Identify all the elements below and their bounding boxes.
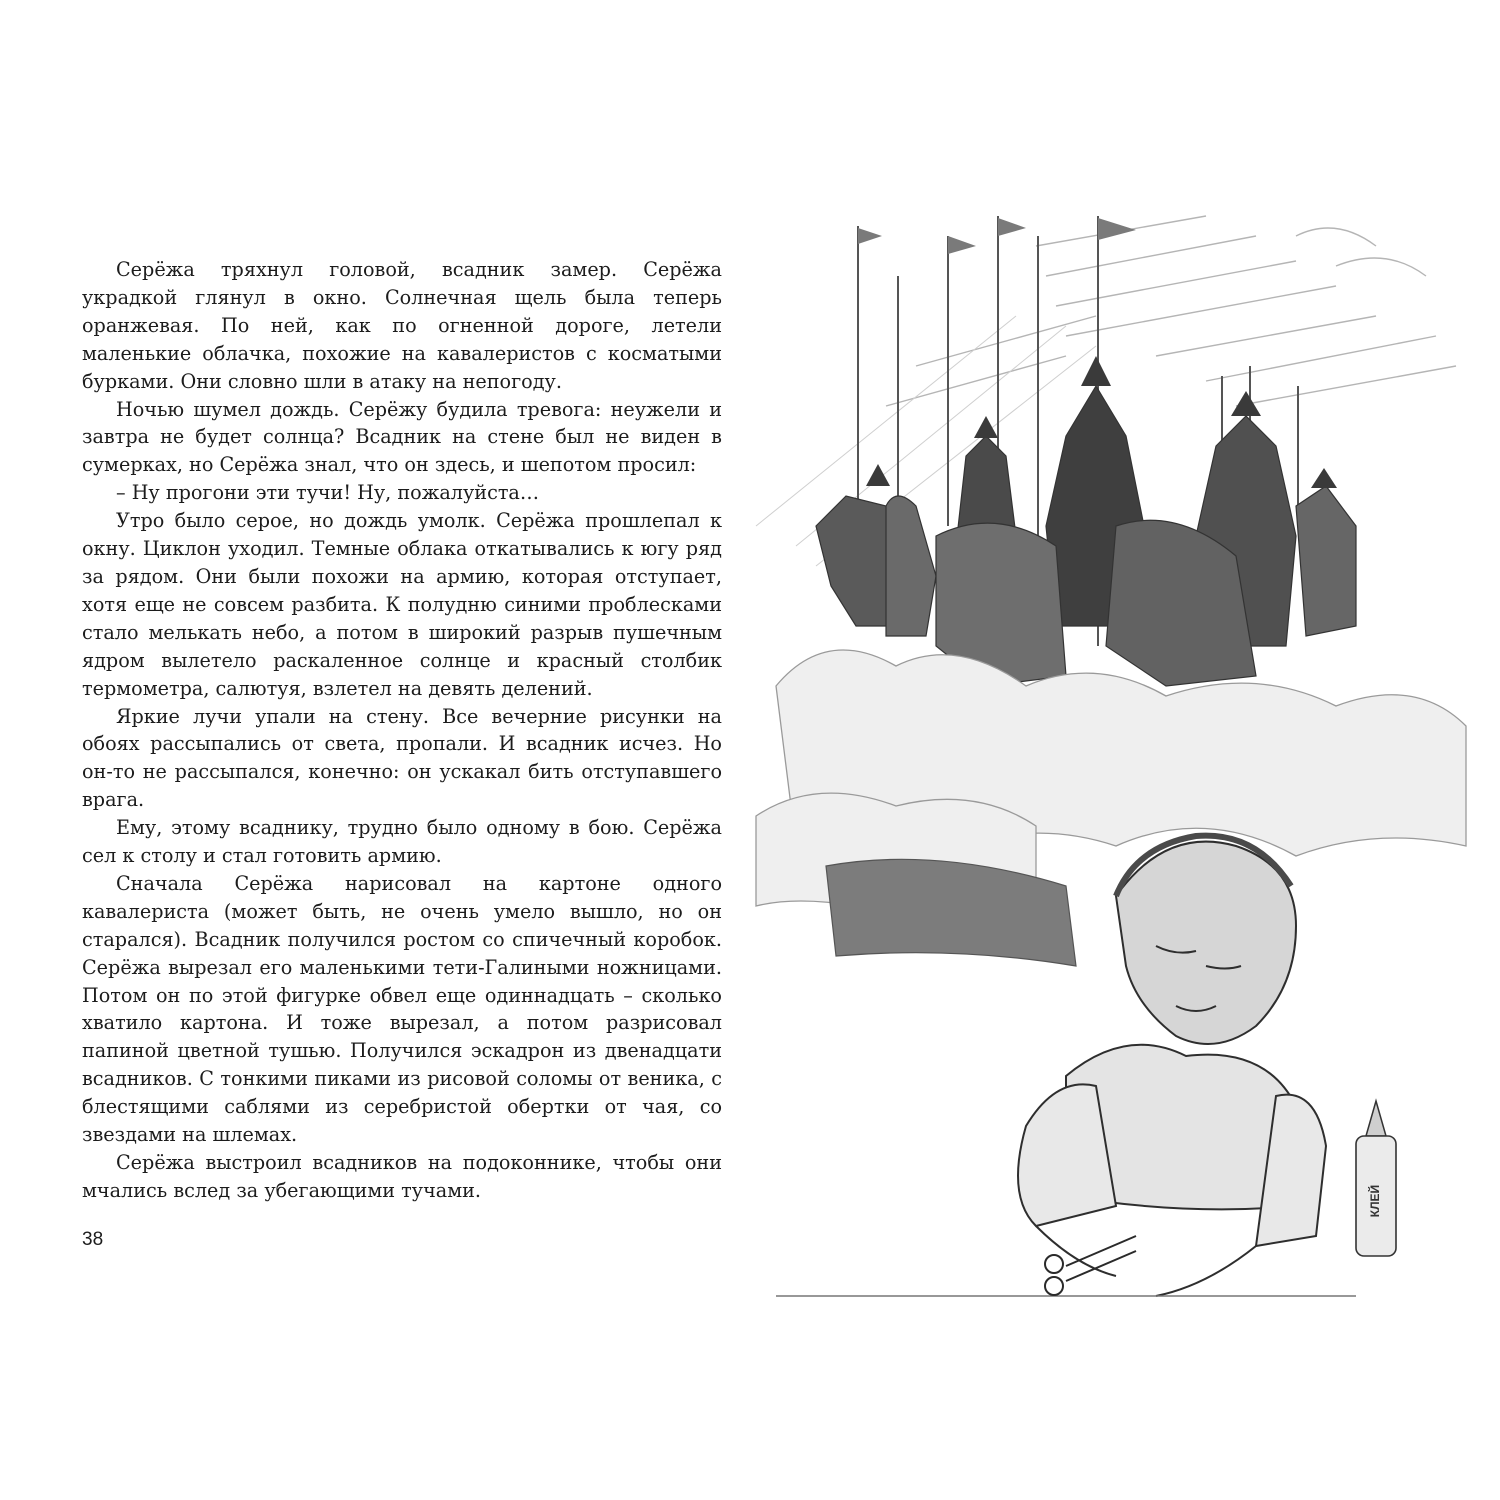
page-text-column [82, 256, 722, 1205]
paragraph: Серёжа тряхнул головой, всадник замер. Серёжа украдкой глянул в окно. Солнечная щель была теперь оранжевая. По ней, как по огненной дороге, летели маленькие облачка, похожие на кавалеристов с косматыми бурками. Они словно шли в атаку на непогоду. [82, 258, 722, 393]
pencil-illustration [736, 206, 1500, 1316]
paragraph: Ночью шумел дождь. Серёжу будила тревога: неужели и завтра не будет солнца? Всадник на стене был не виден в сумерках, но Серёжа знал, что он здесь, и шепотом просил: [82, 397, 722, 477]
paragraph: Утро было серое, но дождь умолк. Серёжа прошлепал к окну. Циклон уходил. Темные облака откатывались к югу ряд за рядом. Они были похожи на армию, которая отступает, хотя еще не совсем разбита. К полудню синими проблесками стало мелькать небо, а потом в широкий разрыв пушечным ядром вылетело раскаленное солнце и красный столбик термометра, салютуя, взлетел на девять делений. [82, 509, 722, 700]
paragraph: Ему, этому всаднику, трудно было одному в бою. Серёжа сел к столу и стал готовить армию. [82, 816, 722, 868]
paragraph: Сначала Серёжа нарисовал на картоне одного кавалериста (может быть, не очень умело вышло, но он старался). Всадник получился ростом со спичечный коробок. Серёжа вырезал его маленькими тети-Галиными ножницами. Потом он по этой фигурке обвел еще одиннадцать – сколько хватило картона. И тоже вырезал, а потом разрисовал папиной цветной тушью. Получился эскадрон из двенадцати всадников. С тонкими пиками из рисовой соломы от веника, с блестящими саблями из серебристой обертки от чая, со звездами на шлемах. [82, 871, 722, 1147]
glue-bottle-label: КЛЕЙ [1368, 1184, 1382, 1218]
glue-bottle [1356, 1101, 1396, 1256]
page-number: 38 [82, 1229, 104, 1250]
paragraph: Серёжа выстроил всадников на подоконнике, чтобы они мчались вслед за убегающими тучами. [82, 1151, 722, 1202]
paragraph: Яркие лучи упали на стену. Все вечерние рисунки на обоях рассыпались от света, пропали. И всадник исчез. Но он-то не рассыпался, конечно: он ускакал бить отступавшего врага. [82, 704, 722, 812]
light-rays [756, 316, 1096, 566]
paragraph: – Ну прогони эти тучи! Ну, пожалуйста… [116, 481, 540, 505]
ground [826, 859, 1076, 966]
